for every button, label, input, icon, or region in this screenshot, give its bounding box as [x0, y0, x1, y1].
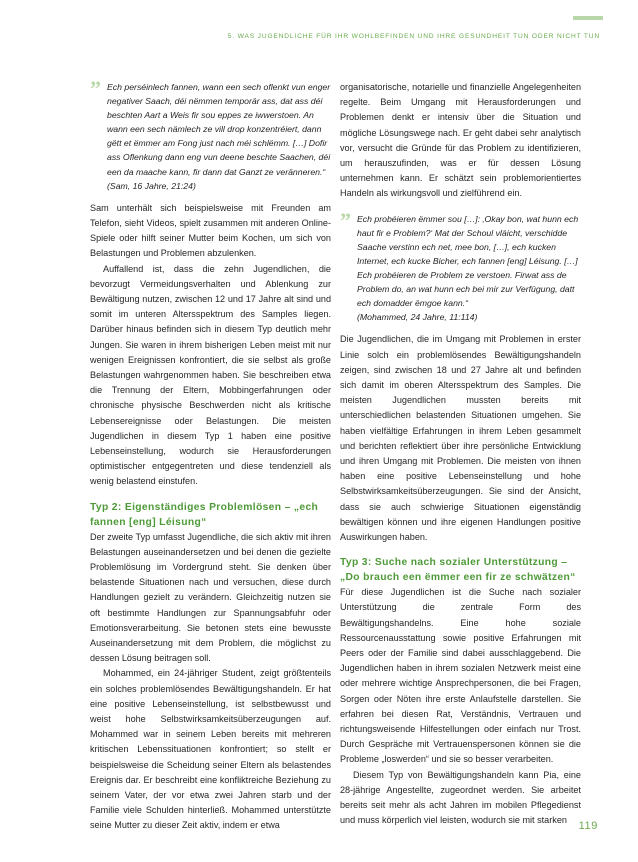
quote-text: Ech perséinlech fannen, wann een sech oflenkt vun enger negativer Saach, déi nëmmen temporär ass, dat ass déi beschten Aart a Weis fir sou eppes ze iwwerstoen. An wann een sech nämlech ze vill drop konzentréiert, dann gëtt et ëmmer am Fong just nach méi schlëmm. […] Dofir ass Oflenkung dann eng vun deene beschte Saachen, déi een da maache kann, fir dann dat Ganzt ze veränneren.“ [107, 82, 331, 177]
body-paragraph: Die Jugendlichen, die im Umgang mit Problemen in erster Linie solch ein problemlösendes Bewältigungshandeln zeigen, sind zwischen 18 und 27 Jahre alt und befinden sich damit im oberen Altersspektrum des Samples. Die meisten Jugendlichen mussten bereits mit unterschiedlichen belastenden Situationen umgehen. Sie haben vielfältige Erfahrungen in ihrem Leben gesammelt und berichten reflektiert über ihre persönliche Entwicklung und ihren Umgang mit Problemen. Die meisten von ihnen haben eine positive Lebenseinstellung und hohe Selbstwirksamkeitsüberzeugungen. Sie sind der Ansicht, dass sie auch schwierige Situationen eigenständig bewältigen können und ihre eigenen Handlungen positive Auswirkungen haben. [340, 334, 581, 543]
quote-source: (Sam, 16 Jahre, 21:24) [107, 180, 196, 191]
running-header: 5. WAS JUGENDLICHE FÜR IHR WOHLBEFINDEN UND IHRE GESUNDHEIT TUN ODER NICHT TUN [227, 33, 600, 40]
body-paragraph: Der zweite Typ umfasst Jugendliche, die sich aktiv mit ihren Belastungen auseinandersetzen und bei denen die gezielte Problemlösung im Vordergrund steht. Sie denken über belastende Situationen nach und versuchen, diese durch Handlungen gezielt zu verändern. Gleichzeitig nutzen sie oft bestimmte Handlungen zur Spannungsabfuhr oder Emotionsverarbeitung. Sie betonen stets eine bewusste Auseinandersetzung mit dem Problem, die möglichst zu dessen Lösung beitragen soll. [90, 531, 331, 664]
section-heading-typ-2: Typ 2: Eigenständiges Problemlösen – „ech fannen [eng] Léisung“ [90, 501, 319, 528]
body-paragraph: Diesem Typ von Bewältigungshandeln kann Pia, eine 28-jährige Angestellte, zugeordnet werden. Sie arbeitet bereits seit mehr als acht Jahren im mobilen Pflegedienst und muss körperlich viel leisten, wodurch sie mit starken [340, 769, 581, 826]
body-paragraph: Für diese Jugendlichen ist die Suche nach sozialer Unterstützung die zentrale Form des Bewältigungshandelns. Eine hohe soziale Ressourcenausstattung sowie positive Erfahrungen mit Peers oder der Familie sind dabei ausschlaggebend. Die Jugendlichen haben in ihrem sozialen Netzwerk meist eine oder mehrere wichtige Ansprechpersonen, die bei Fragen, Sorgen oder Nöten ihre erste Anlaufstelle darstellen. Sie erfahren bei diesen Rat, Verständnis, Vertrauen und richtungsweisende Hilfestellungen oder einfach nur Trost. Durch Gespräche mit Vertrauenspersonen können sie die Probleme „loswerden“ und sie so besser verarbeiten. [340, 587, 581, 765]
body-paragraph: Auffallend ist, dass die zehn Jugendlichen, die bevorzugt Vermeidungsverhalten und Ablenkung zur Bewältigung nutzen, zwischen 12 und 17 Jahre alt sind und somit im unteren Altersspektrum des Samples liegen. Darüber hinaus befinden sich in diesem Typ deutlich mehr Jungen. Sie waren in ihrem bisherigen Leben meist mit nur wenigen Ereignissen konfrontiert, die sie selbst als große Belastungen wahrgenommen haben. Sie beschreiben etwa die Trennung der Eltern, Mobbingerfahrungen oder chronische physische Beschwerden nicht als kritische Lebensereignisse oder Belastungen. Die meisten Jugendlichen in diesem Typ 1 haben eine positive Lebenseinstellung, wodurch sie Herausforderungen optimistischer entgegentreten und diese tendenziell als wenig belastend einstufen. [90, 263, 331, 487]
page-number: 119 [578, 820, 598, 832]
quote-text: Ech probéieren ëmmer sou […]: ‚Okay bon, wat hunn ech haut fir e Problem?‘ Mat der Schoul vläicht, verschidde Saache verstinn ech net, mee bon, […], ech kucken Internet, ech kucke Bicher, ech fannen [eng] Léisung. […] Ech probéieren de Problem ze verstoen. Firwat ass de Problem do, an wat hunn ech bei mir zur Verfügung, datt ech domadder ëmgoe kann.“ [357, 213, 579, 309]
interview-quote-mohammed [340, 207, 581, 325]
left-column [90, 76, 331, 834]
header-accent-rule [573, 16, 603, 20]
body-paragraph: Mohammed, ein 24-jähriger Student, zeigt größtenteils ein solches problemlösendes Bewältigungshandeln. Er hat eine positive Lebenseinstellung, ist selbstbewusst und weist hohe Selbstwirksamkeitsüberzeugungen auf. Mohammed war in seinem Leben bereits mit mehreren kritischen Lebenssituationen konfrontiert; so stellt er beispielsweise die Scheidung seiner Eltern als belastendes Ereignis dar. Er beschreibt eine konfliktreiche Beziehung zu seinem Vater, der vor etwa zwei Jahren starb und der Familie viele Schulden hinterließ. Mohammed unterstützte seine Mutter zu dieser Zeit aktiv, indem er etwa [90, 668, 331, 831]
section-heading-typ-3: Typ 3: Suche nach sozialer Unterstützung – „Do brauch een ëmmer een fir ze schwätzen“ [340, 557, 576, 584]
body-paragraph: Sam unterhält sich beispielsweise mit Freunden am Telefon, sieht Videos, spielt zusammen mit anderen Online-Spiele oder hilft seiner Mutter beim Kochen, um sich von Belastungen und Problemen abzulenken. [90, 202, 331, 259]
quote-mark-icon: ” [340, 207, 351, 233]
quote-source: (Mohammed, 24 Jahre, 11:114) [357, 312, 478, 323]
right-column [340, 80, 581, 828]
interview-quote-sam [90, 76, 331, 193]
body-paragraph: organisatorische, notarielle und finanzielle Angelegenheiten regelte. Beim Umgang mit Herausforderungen und Problemen denkt er intensiv über die Situation und mögliche Lösungswege nach. Er geht dabei sehr analytisch vor, versucht die Gründe für das Problem zu identifizieren, um herauszufinden, was er für dessen Lösung unternehmen kann. Er schätzt sein problemorientiertes Handeln als wirkungsvoll und zielführend ein. [340, 82, 581, 199]
quote-mark-icon: ” [90, 76, 101, 101]
